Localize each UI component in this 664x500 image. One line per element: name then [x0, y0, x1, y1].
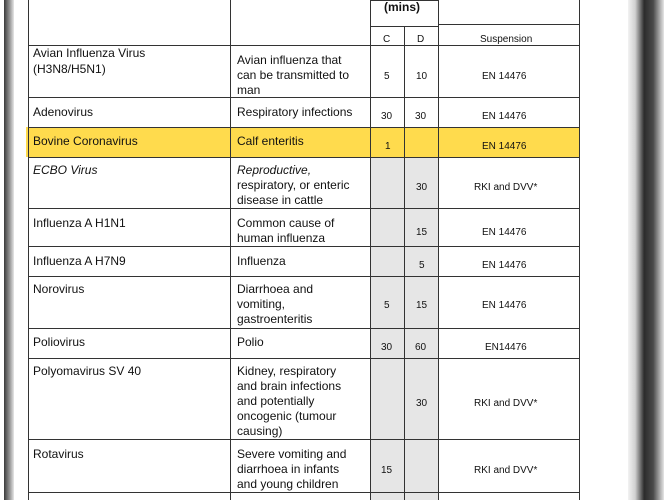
- row-10-virus: Rotavirus: [33, 447, 84, 461]
- rule-right: [579, 0, 580, 500]
- rule-row-7: [28, 328, 580, 329]
- row-2-c: 30: [381, 111, 393, 122]
- row-2-disease: Respiratory infections: [237, 105, 353, 119]
- row-9-disease-line-3: and potentially: [237, 394, 315, 408]
- row-9-disease-line-4: oncogenic (tumour: [237, 409, 337, 423]
- virus-efficacy-table: [28, 0, 580, 500]
- row-8-standard: EN14476: [485, 342, 527, 353]
- row-1-disease-line-1: Avian influenza that: [237, 53, 342, 67]
- header-col-d: D: [417, 34, 425, 45]
- row-3-disease: Calf enteritis: [237, 134, 304, 148]
- row-4-disease-line-2: respiratory, or enteric: [237, 178, 350, 192]
- row-2-d: 30: [415, 111, 427, 122]
- rule-top-header-right: [438, 24, 579, 25]
- row-4-disease-line-3: disease in cattle: [237, 193, 324, 207]
- header-col-suspension: Suspension: [480, 34, 533, 45]
- header-col-c: C: [383, 34, 391, 45]
- row-10-disease-line-3: and young children: [237, 477, 339, 491]
- row-3-standard: EN 14476: [482, 141, 527, 152]
- row-3-virus: Bovine Coronavirus: [33, 134, 138, 148]
- row-4-d: 30: [416, 182, 428, 193]
- row-10-disease-line-2: diarrhoea in infants: [237, 462, 340, 476]
- row-5-disease-line-1: Common cause of: [237, 216, 335, 230]
- row-7-disease-line-1: Diarrhoea and: [237, 282, 314, 296]
- rule-after-virus: [230, 0, 231, 500]
- rule-left: [28, 0, 29, 500]
- rule-mins: [370, 26, 438, 27]
- scan-left-edge: [4, 0, 14, 500]
- row-10-standard: RKI and DVV*: [474, 465, 538, 476]
- row-7-disease-line-3: gastroenteritis: [237, 312, 313, 326]
- rule-after-disease: [370, 0, 371, 500]
- row-9-disease-line-1: Kidney, respiratory: [237, 364, 337, 378]
- row-1-c: 5: [384, 71, 390, 82]
- row-5-disease-line-2: human influenza: [237, 231, 326, 245]
- rule-row-1: [28, 97, 580, 98]
- row-8-c: 30: [381, 342, 393, 353]
- rule-row-9: [28, 439, 580, 440]
- row-9-disease-line-5: causing): [237, 424, 283, 438]
- rule-row-2: [28, 127, 580, 128]
- row-10-disease-line-1: Severe vomiting and: [237, 447, 347, 461]
- row-7-disease-line-2: vomiting,: [237, 297, 286, 311]
- row-1-standard: EN 14476: [482, 71, 527, 82]
- rule-row-10: [28, 492, 580, 493]
- row-2-virus: Adenovirus: [33, 105, 94, 119]
- row-2-standard: EN 14476: [482, 111, 527, 122]
- row-1-virus-line-1: Avian Influenza Virus: [33, 46, 146, 60]
- row-10-c: 15: [381, 465, 393, 476]
- row-9-d: 30: [416, 398, 428, 409]
- row-3-c: 1: [385, 141, 391, 152]
- row-8-disease: Polio: [237, 335, 264, 349]
- row-5-standard: EN 14476: [482, 227, 527, 238]
- row-8-d: 60: [415, 342, 427, 353]
- row-9-standard: RKI and DVV*: [474, 398, 538, 409]
- row-6-d: 5: [419, 260, 425, 271]
- row-1-d: 10: [416, 71, 428, 82]
- row-4-virus: ECBO Virus: [33, 163, 98, 177]
- row-5-d: 15: [416, 227, 428, 238]
- row-6-virus: Influenza A H7N9: [33, 254, 126, 268]
- rule-row-6: [28, 276, 580, 277]
- row-7-c: 5: [384, 300, 390, 311]
- rule-row-4: [28, 208, 580, 209]
- rule-after-d: [438, 0, 439, 500]
- row-4-standard: RKI and DVV*: [474, 182, 538, 193]
- row-6-disease: Influenza: [237, 254, 286, 268]
- row-1-virus-line-2: (H3N8/H5N1): [33, 62, 106, 76]
- rule-row-5: [28, 246, 580, 247]
- row-6-standard: EN 14476: [482, 260, 527, 271]
- row-7-d: 15: [416, 300, 428, 311]
- row-9-virus: Polyomavirus SV 40: [33, 364, 142, 378]
- row-5-virus: Influenza A H1N1: [33, 216, 126, 230]
- row-9-disease-line-2: and brain infections: [237, 379, 342, 393]
- row-1-disease-line-3: man: [237, 83, 261, 97]
- row-4-disease-line-1: Reproductive,: [237, 163, 312, 177]
- row-7-standard: EN 14476: [482, 300, 527, 311]
- row-1-disease-line-2: can be transmitted to: [237, 68, 350, 82]
- row-8-virus: Poliovirus: [33, 335, 86, 349]
- scan-right-edge: [628, 0, 664, 500]
- rule-row-3: [28, 157, 580, 158]
- header-mins: (mins): [384, 0, 420, 14]
- row-7-virus: Norovirus: [33, 282, 85, 296]
- rule-row-8: [28, 358, 580, 359]
